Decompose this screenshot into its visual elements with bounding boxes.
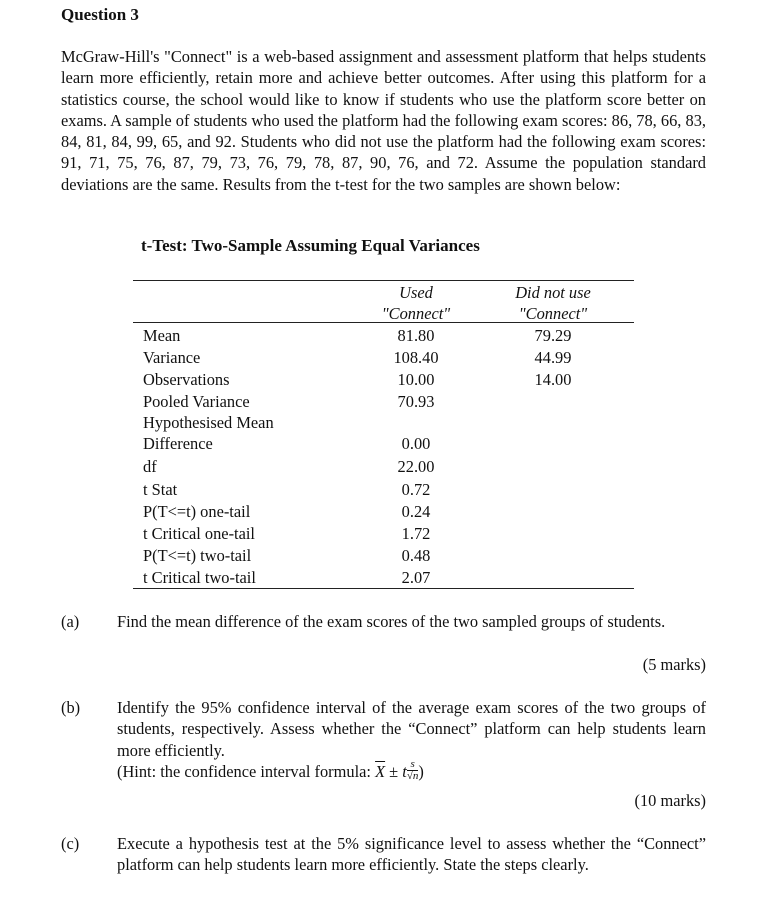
column-header-used-line2: "Connect" bbox=[381, 304, 451, 323]
row-value-not-used: 79.29 bbox=[534, 326, 572, 345]
row-value-used: 70.93 bbox=[397, 392, 435, 411]
hint-suffix: ) bbox=[418, 761, 424, 781]
column-header-not-used-line1: Did not use bbox=[515, 283, 591, 302]
question-a-letter: (a) bbox=[61, 612, 80, 631]
row-label: Variance bbox=[143, 348, 201, 367]
table-header-rule bbox=[133, 322, 634, 323]
row-label: Observations bbox=[143, 370, 230, 389]
row-label: t Critical two-tail bbox=[143, 568, 256, 587]
row-label: P(T<=t) one-tail bbox=[143, 502, 251, 521]
column-header-used bbox=[358, 282, 474, 324]
row-value-used: 0.24 bbox=[401, 502, 431, 521]
question-a-marks: (5 marks) bbox=[642, 655, 706, 674]
question-c-text: Execute a hypothesis test at the 5% significance level to assess whether the “Connect” platform can help students learn more efficiently. State the steps clearly. bbox=[117, 834, 706, 875]
table-bottom-rule bbox=[133, 588, 634, 589]
intro-paragraph: McGraw-Hill's "Connect" is a web-based assignment and assessment platform that helps students learn more efficiently, retain more and achieve better outcomes. After using this platform for a statistics course, the school would like to know if students who use the platform score better on exams. A sample of students who used the platform had the following exam scores: 86, 78, 66, 83, 84, 81, 84, 99, 65, and 92. Students who did not use the platform had the following exam scores: 91, 71, 75, 76, 87, 79, 73, 76, 79, 78, 87, 90, 76, and 72. Assume the population standard deviations are the same. Results from the t-test for the two samples are shown below: bbox=[61, 47, 706, 194]
row-value-not-used: 44.99 bbox=[534, 348, 572, 367]
column-header-not-used bbox=[490, 282, 616, 324]
row-value-used: 0.00 bbox=[401, 434, 431, 453]
question-b-marks: (10 marks) bbox=[634, 791, 706, 810]
row-value-used: 1.72 bbox=[401, 524, 431, 543]
row-value-used: 108.40 bbox=[393, 348, 439, 367]
question-title: Question 3 bbox=[61, 5, 139, 24]
row-label: Difference bbox=[143, 434, 213, 453]
column-header-not-used-line2: "Connect" bbox=[518, 304, 588, 323]
table-top-rule bbox=[133, 280, 634, 281]
row-label: Pooled Variance bbox=[143, 392, 250, 411]
row-value-used: 10.00 bbox=[397, 370, 435, 389]
row-value-used: 0.48 bbox=[401, 546, 431, 565]
question-c-letter: (c) bbox=[61, 834, 80, 853]
hint-prefix: (Hint: the confidence interval formula: bbox=[117, 761, 376, 781]
hint-plus-minus: ± bbox=[385, 761, 403, 781]
hint-t: t bbox=[402, 761, 407, 781]
question-a-text: Find the mean difference of the exam scores of the two sampled groups of students. bbox=[117, 612, 666, 631]
hint-fraction-numerator: s bbox=[407, 759, 419, 771]
row-label: Mean bbox=[143, 326, 181, 345]
question-b-text: Identify the 95% confidence interval of the average exam scores of the two groups of students, respectively. Assess whether the “Connect” platform can help students learn more efficiently. bbox=[117, 698, 706, 760]
column-header-used-line1: Used bbox=[399, 283, 433, 302]
row-label: t Stat bbox=[143, 480, 178, 499]
question-b-hint bbox=[117, 757, 706, 785]
hint-fraction-denominator: √n bbox=[406, 769, 419, 782]
row-label: df bbox=[143, 457, 157, 476]
row-label: t Critical one-tail bbox=[143, 524, 255, 543]
question-b-body bbox=[117, 697, 706, 785]
row-value-used: 0.72 bbox=[401, 480, 431, 499]
row-value-used: 81.80 bbox=[397, 326, 435, 345]
row-value-used: 22.00 bbox=[397, 457, 435, 476]
row-label: Hypothesised Mean bbox=[143, 413, 274, 432]
hint-xbar: $\overline{X}$ bbox=[375, 761, 386, 781]
row-value-not-used: 14.00 bbox=[534, 370, 572, 389]
row-label: P(T<=t) two-tail bbox=[143, 546, 252, 565]
row-value-used: 2.07 bbox=[401, 568, 431, 587]
table-title: t-Test: Two-Sample Assuming Equal Variances bbox=[141, 236, 480, 255]
question-b-letter: (b) bbox=[61, 698, 81, 717]
hint-fraction bbox=[407, 759, 419, 782]
